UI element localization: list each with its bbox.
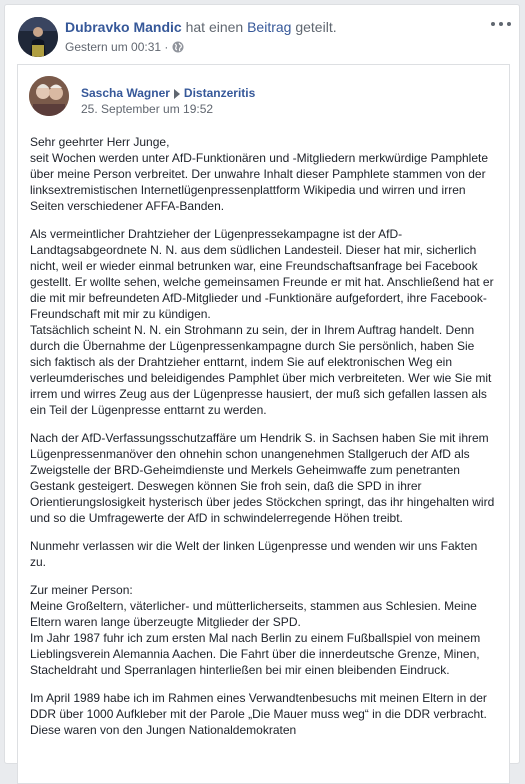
shared-post-body — [30, 134, 496, 750]
body-paragraph: Zur meiner Person: Meine Großeltern, väterlicher- und mütterlicherseits, stammen aus Schlesien. Meine Eltern waren lange überzeugte Mitglieder der SPD. Im Jahr 1987 fuhr ich zum ersten Mal nach Berlin zu einem Fußballspiel von meinem Lieblingsverein Alemannia Aachen. Die Fahrt über die innerdeutsche Grenze, Minen, Stacheldraht und Sperranlagen hinterließen bei mir einen bleibenden Eindruck. — [30, 583, 481, 677]
shared-target-name[interactable]: Distanzeritis — [183, 86, 256, 100]
body-paragraph: Als vermeintlicher Drahtzieher der Lügenpressekampagne ist der AfD-Landtagsabgeordnete N. N. aus dem südlichen Landesteil. Dieser hat mir, sicherlich nicht, weil er wieder einmal betrunken war, eine Freundschaftsanfrage bei Facebook gestellt. Er wollte sehen, welche gemeinsamen Freunde er mit hat. Anschließend hat er die mit mir befreundeten AfD-Mitglieder und -Funktionäre aufgefordert, ihre Facebook-Freundschaft mit mir zu kündigen. Tatsächlich scheint N. N. ein Strohmann zu sein, der in Ihrem Auftrag handelt. Denn durch die Übernahme der Lügenpressenkampagne durch Sie persönlich, haben Sie sich faktisch als der Drahtzieher enttarnt, indem Sie auf elektronischen Weg ein verleumderisches und beleidigendes Pamphlet über mich verbreiteten. Wer wie Sie mit irrem und wirres Zeug aus der Lügenpresse hausiert, der muß sich gefallen lassen als ein Teil der Lügenpresse enttarnt zu werden. — [30, 227, 494, 417]
body-paragraph: Nunmehr verlassen wir die Welt der linken Lügenpresse und wenden wir uns Fakten zu. — [30, 539, 478, 569]
body-paragraph: Sehr geehrter Herr Junge, seit Wochen werden unter AfD-Funktionären und -Mitgliedern merkwürdige Pamphlete über meine Person verbreitet. Der unwahre Inhalt dieser Pamphlete stammen von der linksextremistischen Internetlügenpressenplattform Wikipedia und wirren und irren Seiten verschiedener AFFA-Banden. — [30, 135, 489, 213]
author-name-link[interactable]: Dubravko Mandic — [65, 19, 182, 35]
shared-author-line — [81, 86, 255, 100]
body-paragraph: Nach der AfD-Verfassungsschutzaffäre um Hendrik S. in Sachsen haben Sie mit ihrem Lügenpressenmanöver den ohnehin schon unangenehmen Stallgeruch der AfD als Zweigstelle der BRD-Geheimdienste und Merkels Geheimwaffe zum penetranten Gestank gesteigert. Deswegen können Sie froh sein, daß die SPD in ihrer Orientierungslosigkeit hysterisch über jedes Stöckchen springt, das ihr hingehalten wird und so die Umfragewerte der AfD in schwindelerregende Höhen treibt. — [30, 431, 495, 525]
author-avatar[interactable] — [18, 17, 58, 57]
body-paragraph: Im April 1989 habe ich im Rahmen eines Verwandtenbesuchs mit meinen Eltern in der DDR über 1000 Aufkleber mit der Parole „Die Mauer muss weg“ in die DDR verbracht. Diese waren von den Jungen Nationaldemokraten — [30, 691, 487, 737]
post-timestamp[interactable]: Gestern um 00:31 · — [65, 40, 169, 54]
action-text-pre: hat einen — [185, 19, 244, 35]
shared-post — [17, 64, 510, 784]
post-header — [65, 19, 337, 35]
caret-right-icon — [174, 88, 180, 98]
action-text-post: geteilt. — [295, 19, 337, 35]
shared-post-date[interactable]: 25. September um 19:52 — [81, 102, 214, 116]
post-card — [4, 4, 520, 764]
shared-author-name[interactable]: Sascha Wagner — [81, 86, 170, 100]
post-link[interactable]: Beitrag — [247, 19, 292, 35]
shared-author-avatar[interactable] — [29, 76, 69, 116]
globe-icon[interactable] — [172, 41, 184, 53]
more-options-icon[interactable] — [491, 16, 511, 32]
post-meta — [65, 40, 184, 54]
